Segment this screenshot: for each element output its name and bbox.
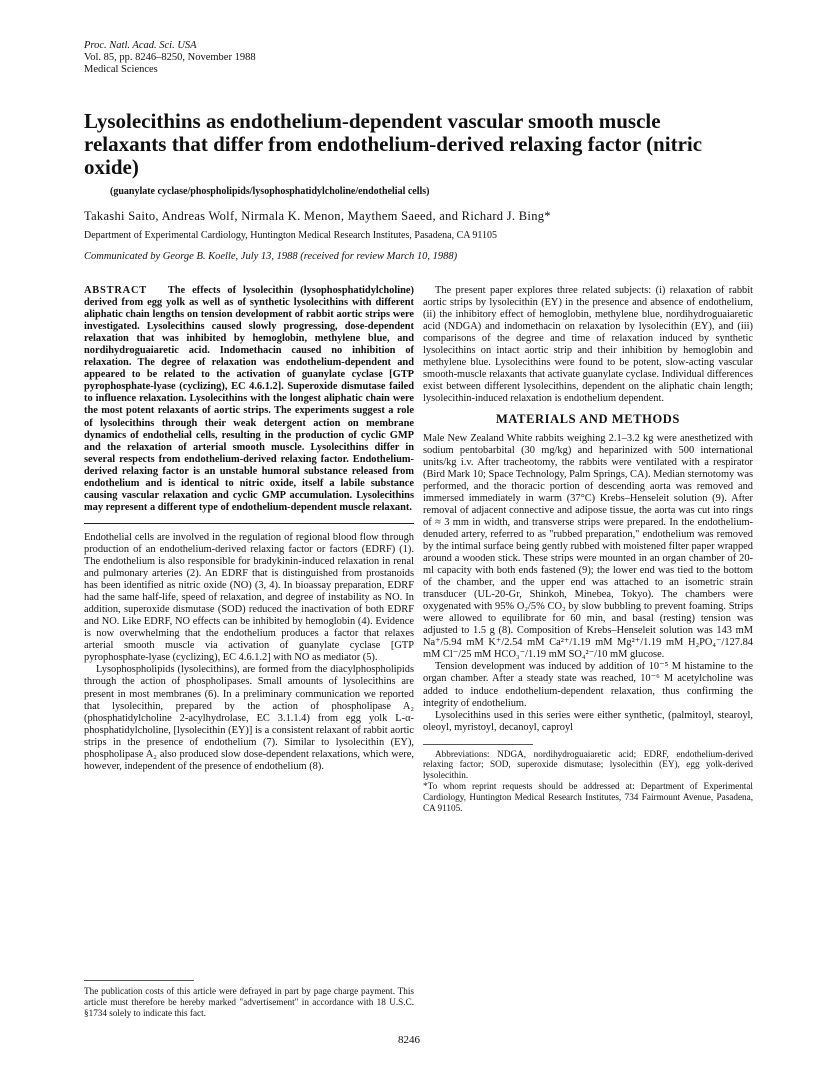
publication-cost-note: The publication costs of this article were defrayed in part by page charge payment. This article must therefore be hereby marked "advertisement" in accordance with 18 U.S.C. §1734 solely to indicate this fact. [84, 986, 414, 1018]
intro-paragraph: Endothelial cells are involved in the regulation of regional blood flow through production of an endothelium-derived relaxing factor or factors (EDRF) (1). The endothelium is also responsible for bradykinin-induced relaxation in renal and pulmonary arteries (2). An EDRF that is distinguished from prostanoids has been identified as nitric oxide (NO) (3, 4). In bioassay preparation, EDRF had the same half-life, speed of relaxation, and degree of instability as NO. In addition, superoxide dismutase (SOD) reduced the inactivation of both EDRF and NO. Like EDRF, NO effects can be inhibited by hemoglobin (4). Evidence is now overwhelming that the endothelium produces a factor that relaxes arterial smooth muscle via activation of guanylate cyclase [GTP pyrophosphate-lyase (cyclizing), EC 4.6.1.2] with NO as mediator (5). [84, 531, 414, 664]
page-number: 8246 [398, 1034, 420, 1046]
left-column [84, 285, 414, 773]
abstract-text: The effects of lysolecithin (lysophosphatidylcholine) derived from egg yolk as well as of synthetic lysolecithins with different aliphatic chain lengths on tension development of rabbit aortic strips were investigated. Lysolecithins caused slowly progressing, dose-dependent relaxation that was inhibited by hemoglobin, methylene blue, and nordihydroguaiaretic acid. Indomethacin caused no inhibition of relaxation. The degree of relaxation was endothelium-dependent and appeared to be related to the activation of guanylate cyclase [GTP pyrophosphate-lyase (cyclizing), EC 4.6.1.2]. Superoxide dismutase failed to influence relaxation. Lysolecithins with the longest aliphatic chain were the most potent relaxants of aortic strips. The experiments suggest a role of lysolecithins through their weak detergent action on membrane dynamics of endothelial cells, resulting in the production of cyclic GMP and the relaxation of arterial smooth muscle. Lysolecithins differ in several respects from endothelium-derived relaxing factor. Endothelium-derived relaxing factor is an unstable humoral substance released from endothelium and is identical to nitric oxide, itself a labile substance causing vascular relaxation and cyclic GMP accumulation. Lysolecithins may represent a different type of endothelium-dependent muscle relaxant. [84, 285, 415, 513]
keywords: (guanylate cyclase/phospholipids/lysophosphatidylcholine/endothelial cells) [110, 186, 430, 197]
footnote-divider [423, 744, 533, 745]
abbreviations-footnote: Abbreviations: NDGA, nordihydroguaiaretic acid; EDRF, endothelium-derived relaxing factor; SOD, superoxide dismutase; lysolecithin (EY), egg yolk-derived lysolecithin. [423, 748, 753, 781]
abstract-heading: ABSTRACT [84, 285, 147, 296]
right-column [423, 285, 753, 813]
footnote-divider [84, 980, 194, 981]
section-heading: MATERIALS AND METHODS [496, 412, 680, 427]
abstract [84, 285, 414, 514]
affiliation: Department of Experimental Cardiology, Huntington Medical Research Institutes, Pasadena, CA 91105 [84, 230, 498, 241]
methods-paragraph: Tension development was induced by addition of 10⁻⁵ M histamine to the organ chamber. After a steady state was reached, 10⁻⁶ M acetylcholine was added to induce endothelium-dependent relaxation, thus confirming the integrity of endothelium. [423, 661, 753, 709]
communicated-by: Communicated by George B. Koelle, July 13, 1988 (received for review March 10, 1988) [84, 251, 458, 262]
correspondence-footnote: *To whom reprint requests should be addressed at: Department of Experimental Cardiology, Huntington Medical Research Institutes, 734 Fairmount Avenue, Pasadena, CA 91105. [423, 781, 753, 813]
section-name: Medical Sciences [84, 64, 158, 75]
methods-paragraph: Lysolecithins used in this series were either synthetic, (palmitoyl, stearoyl, oleoyl, myristoyl, decanoyl, caproyl [423, 709, 753, 733]
article-title: Lysolecithins as endothelium-dependent vascular smooth muscle relaxants that differ from endothelium-derived relaxing factor (nitric oxide) [84, 109, 703, 179]
methods-paragraph: Male New Zealand White rabbits weighing 2.1–3.2 kg were anesthetized with sodium pentobarbital (30 mg/kg) and heparinized with 500 international units/kg i.v. After tracheotomy, the rabbits were ventilated with a respirator (Bird Mark 10; Space Technology, Palm Springs, CA). Median sternotomy was performed, and the thoracic portion of descending aorta was removed and immersed immediately in warm (37°C) Krebs–Henseleit solution (9). After removal of adjacent connective and adipose tissue, the aorta was cut into rings of ≈ 3 mm in width, and transverse strips were prepared. In the endothelium-denuded artery, referred to as "rubbed preparation," endothelium was removed by the intimal surface being gently rubbed with moistened filter paper wrapped around a wooden stick. These strips were mounted in an organ chamber of 20-ml capacity with both ends fastened (9); the lower end was tied to the bottom of the chamber, and the upper end was attached to an isometric strain transducer (UL-20-Gr, Shinkoh, Minebea, Tokyo). The chambers were oxygenated with 95% O₂/5% CO₂ by slow bubbling to prevent foaming. Strips were allowed to equilibrate for 60 min, and basal (resting) tension was adjusted to 1.5 g (8). Composition of Krebs–Henseleit solution was 143 mM Na⁺/5.94 mM K⁺/2.54 mM Ca²⁺/1.19 mM Mg²⁺/1.19 mM H₂PO₄⁻/127.84 mM Cl⁻/25 mM HCO₃⁻/1.19 mM SO₄²⁻/10 mM glucose. [423, 432, 753, 661]
authors: Takashi Saito, Andreas Wolf, Nirmala K. Menon, Maythem Saeed, and Richard J. Bing* [84, 209, 551, 223]
intro-paragraph: The present paper explores three related subjects: (i) relaxation of rabbit aortic strips by lysolecithin (EY) in the presence and absence of endothelium, (ii) the inhibitory effect of hemoglobin, methylene blue, nordihydroguaiaretic acid (NDGA) and indomethacin on relaxation by lysolecithin (EY), and (iii) comparisons of the degree and time of relaxation induced by synthetic lysolecithins on intact aortic strip and their inhibition by hemoglobin and methylene blue. Lysolecithins were found to be potent, slow-acting vascular smooth-muscle relaxants that activate guanylate cyclase. Individual differences exist between different lysolecithins, dependent on the aliphatic chain length; lysolecithin-induced relaxation is endothelium dependent. [423, 285, 753, 405]
journal-header [84, 40, 256, 76]
journal-name: Proc. Natl. Acad. Sci. USA [84, 40, 197, 51]
abstract-divider [84, 523, 414, 524]
intro-paragraph: Lysophospholipids (lysolecithins), are formed from the diacylphospholipids through the action of phospholipases. Small amounts of lysolecithins are present in most membranes (6). In a preliminary communication we reported that lysolecithin, prepared by the action of phospholipase A₂ (phosphatidylcholine 2-acylhydrolase, EC 3.1.1.4) from egg yolk L-α-phosphatidylcholine, [lysolecithin (EY)] is a consistent relaxant of rabbit aortic strips in the presence of endothelium (7). Similar to lysolecithin (EY), phospholipase A₂ also produced slow dose-dependent relaxations, which were, however, independent of the presence of endothelium (8). [84, 664, 414, 772]
volume-info: Vol. 85, pp. 8246–8250, November 1988 [84, 52, 256, 63]
